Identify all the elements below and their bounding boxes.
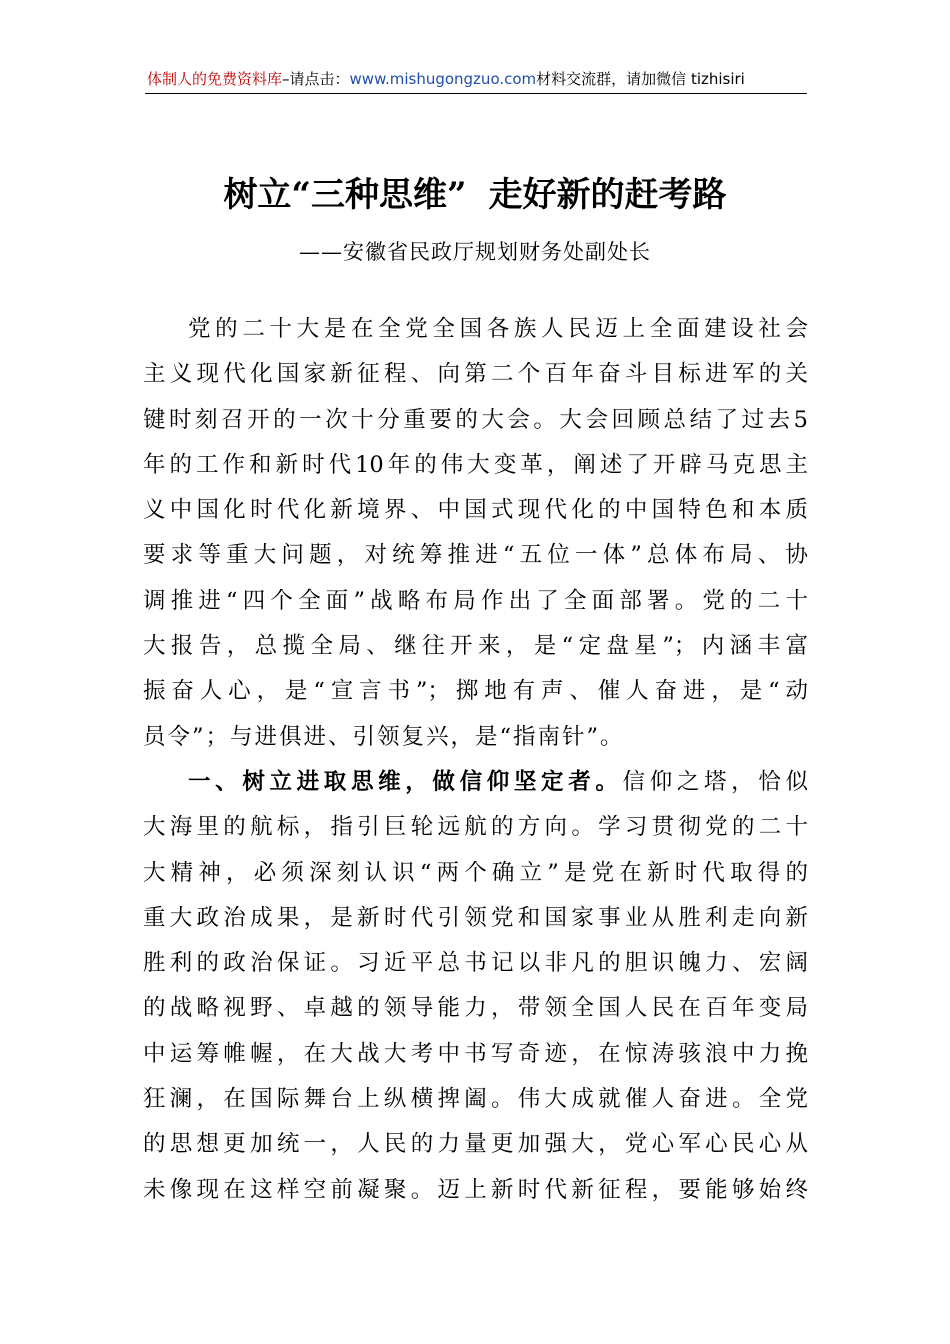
title-part-2: 走好新的赶考路 [488,175,727,215]
text-line: 未像现在这样空前凝聚。迈上新时代新征程，要能够始终 [143,1176,808,1203]
text-line: 大精神，必须深刻认识“两个确立”是党在新时代取得的 [143,859,808,886]
text-line: 员令”；与进俱进、引领复兴，是“指南针”。 [143,723,625,750]
document-title [0,170,950,220]
header-contact: 材料交流群，请加微信 tizhisiri [536,70,745,88]
text-line: 胜利的政治保证。习近平总书记以非凡的胆识魄力、宏阔 [143,950,808,977]
text-line: 义中国化时代化新境界、中国式现代化的中国特色和本质 [143,497,808,524]
document-body [143,307,808,1213]
text-line: 要求等重大问题，对统筹推进“五位一体”总体布局、协 [143,542,808,569]
text-line: 的战略视野、卓越的领导能力，带领全国人民在百年变局 [143,995,808,1022]
header-divider [145,93,807,94]
title-part-1: 树立“三种思维” [223,175,467,215]
text-line: 重大政治成果，是新时代引领党和国家事业从胜利走向新 [143,904,808,931]
page-header [147,66,807,92]
text-line: 键时刻召开的一次十分重要的大会。大会回顾总结了过去5 [143,406,808,433]
text-line: 大报告，总揽全局、继往开来，是“定盘星”；内涵丰富 [143,633,808,660]
text-line: 主义现代化国家新征程、向第二个百年奋斗目标进军的关 [143,361,808,388]
text-line: 党的二十大是在全党全国各族人民迈上全面建设社会 [188,316,808,342]
header-url-link[interactable]: www.mishugongzuo.com [349,70,537,88]
paragraph-1 [143,307,808,760]
text-line: 的思想更加统一，人民的力量更加强大，党心军心民心从 [143,1131,808,1158]
section-1-heading: 一、树立进取思维，做信仰坚定者。 [188,768,623,795]
text-line: 狂澜，在国际舞台上纵横捭阖。伟大成就催人奋进。全党 [143,1086,808,1113]
header-click-prompt: –请点击： [282,70,350,88]
section-1-first-line [143,760,808,805]
text-line: 大海里的航标，指引巨轮远航的方向。学习贯彻党的二十 [143,814,808,841]
text-line: 振奋人心，是“宣言书”；掷地有声、催人奋进，是“动 [143,678,808,705]
section-1-first-line-text: 信仰之塔，恰似 [622,768,808,795]
text-line: 中运筹帷幄，在大战大考中书写奇迹，在惊涛骇浪中力挽 [143,1040,808,1067]
document-subtitle: ——安徽省民政厅规划财务处副处长 [299,240,651,264]
text-line: 年的工作和新时代10年的伟大变革，阐述了开辟马克思主 [143,451,808,478]
text-line: 调推进“四个全面”战略布局作出了全面部署。党的二十 [143,587,808,614]
section-1 [143,760,808,1213]
header-site-name: 体制人的免费资料库 [147,70,283,88]
